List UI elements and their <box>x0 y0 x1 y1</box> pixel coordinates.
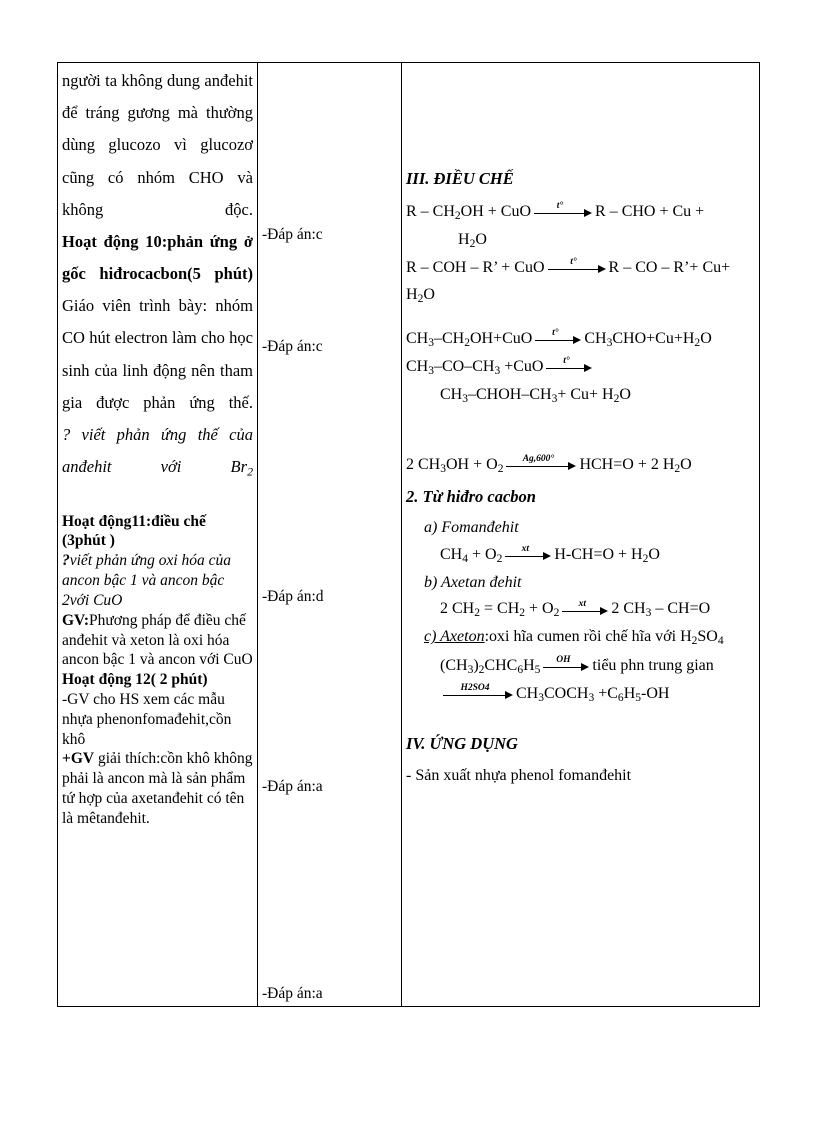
answer-5: -Đáp án:a <box>262 984 323 1002</box>
reaction-arrow-icon: xt <box>505 547 551 563</box>
lesson-plan-table <box>57 62 760 1007</box>
answer-4: -Đáp án:a <box>262 778 323 796</box>
heading-activity-12: Hoạt động 12( 2 phút) <box>62 671 208 689</box>
reaction-arrow-icon: t° <box>546 359 592 375</box>
item-b-axetandehit: b) Axetan đehit <box>424 573 522 591</box>
content-cell <box>402 63 760 1007</box>
reaction-arrow-icon: xt <box>562 602 608 618</box>
equation-9: $(CH_3)_2CHC_6H_5$ OH tiểu phn trung gian <box>440 654 714 676</box>
equation-1: R – $CH_2OH$ + CuO t° R – CHO + Cu + <box>406 200 705 222</box>
paragraph-intro: người ta không dung anđehit để tráng gương mà thường dùng glucozo vì glucozơ cũng có nhóm CHO và không độc. <box>62 71 253 219</box>
activities-cell <box>58 63 258 1007</box>
equation-1-water: $H_2O$ <box>458 230 487 251</box>
answer-2: -Đáp án:c <box>262 338 323 356</box>
reaction-arrow-icon: OH <box>543 658 589 674</box>
teacher-note-method: GV:Phương pháp để điều chế anđehit và xeton là oxi hóa ancon bậc 1 và ancon với CuO <box>62 611 253 669</box>
equation-5: $CH_3-CHOH-CH_3+ Cu+ H_2O$ <box>440 385 631 406</box>
answer-3: -Đáp án:d <box>262 588 324 606</box>
item-a-fomandehit: a) Fomanđehit <box>424 518 519 536</box>
reaction-arrow-icon: H2SO4 <box>443 686 513 702</box>
heading-section-4: IV. ỨNG DỤNG <box>406 733 518 753</box>
reaction-arrow-icon: Ag,600° <box>506 457 576 473</box>
equation-7: $CH_4 + O_2$ xt $H-CH=O + H_2O$ <box>440 543 660 565</box>
item-c-axeton: c) Axeton:oxi hĩa cumen rồi chế hĩa với $H_2SO_4$ <box>424 628 724 648</box>
paragraph-explanation: +GV giải thích:cồn khô không phải là ancon mà là sản phẩm tứ hợp của axetanđehit có tên là mêtanđehit. <box>62 750 253 827</box>
equation-2-water: $H_2O$ <box>406 285 435 305</box>
table-row <box>58 63 760 1007</box>
question-oxidation: ?viết phản ứng oxi hóa của ancon bậc 1 và ancon bậc 2với CuO <box>62 552 232 609</box>
answer-1: -Đáp án:c <box>262 226 323 243</box>
answers-cell <box>258 63 402 1007</box>
equation-10: H2SO4 $CH_3COCH_3 +C_6H_5-OH$ <box>406 682 755 708</box>
reaction-arrow-icon: t° <box>535 331 581 347</box>
paragraph-teacher-presentation: Giáo viên trình bày: nhóm CO hút electron làm cho học sinh của linh động nên tham gia được phản ứng thế. <box>62 296 253 412</box>
heading-subsection-2: 2. Từ hiđro cacbon <box>406 486 536 506</box>
question-br2: ? viết phản ứng thế của anđehit với $Br_2$ <box>62 424 253 479</box>
reaction-arrow-icon: t° <box>534 204 592 220</box>
equation-3: $CH_3-CH_2OH+CuO$ t° $CH_3CHO+Cu+H_2O$ <box>406 327 712 349</box>
paragraph-samples: -GV cho HS xem các mẫu nhựa phenonfomađehit,cồn khô <box>62 690 232 748</box>
equation-6: 2 $CH_3OH + O_2$ Ag,600° HCH=O + 2 $H_2O$ <box>406 454 692 476</box>
heading-section-3: III. ĐIỀU CHẾ <box>406 169 514 188</box>
application-item-1: - Sản xuất nhựa phenol fomanđehit <box>406 767 632 785</box>
heading-activity-11: Hoạt động11:điều chế (3phút ) <box>62 512 206 550</box>
reaction-arrow-icon: t° <box>548 260 606 276</box>
heading-activity-10: Hoạt động 10:phản ứng ở gốc hiđrocacbon(5 phút) <box>62 231 253 284</box>
equation-8: 2 $CH_2 = CH_2 + O_2$ xt 2 $CH_3 - CH=O$ <box>440 598 711 620</box>
equation-4: $CH_3-CO-CH_3 +CuO$ t° <box>406 355 755 381</box>
equation-2: R – COH – R’ + CuO t° R – CO – R’+ Cu+ <box>406 256 731 276</box>
